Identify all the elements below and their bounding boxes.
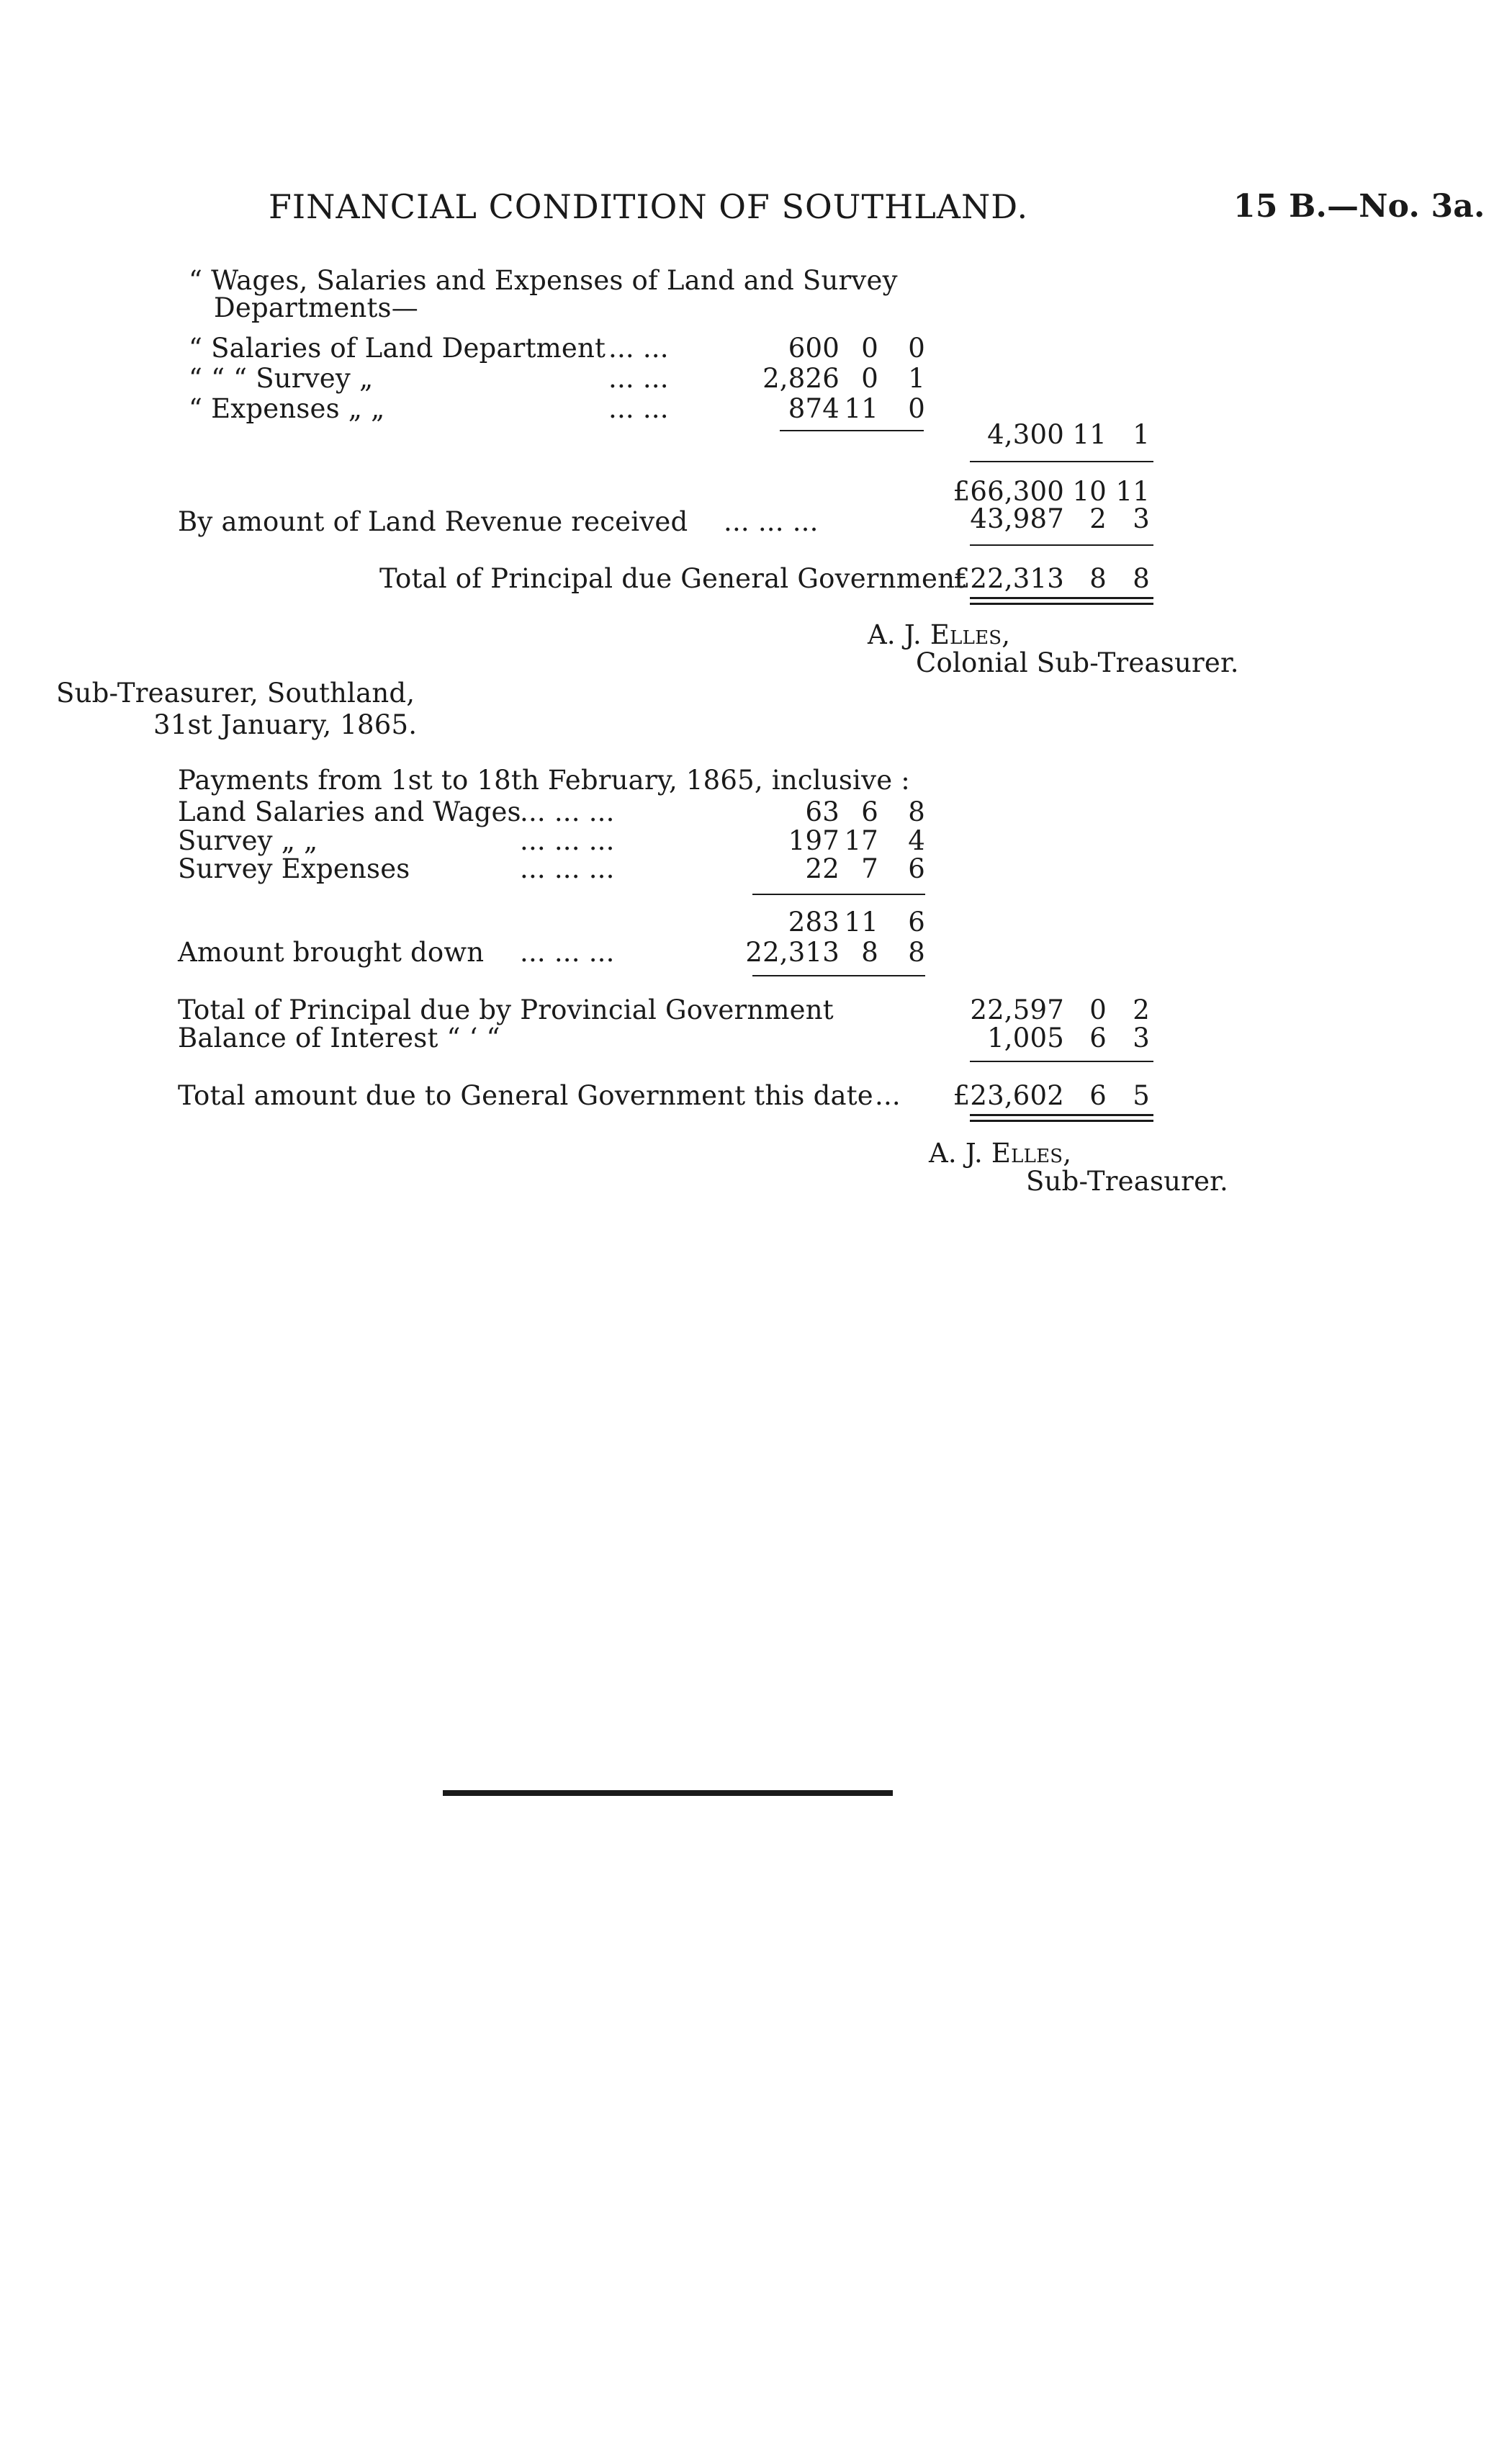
pence: 5: [1133, 1080, 1150, 1111]
pence: 8: [1133, 563, 1150, 594]
leader-dots: ... ...: [608, 393, 669, 424]
shillings: 0: [861, 363, 878, 394]
shillings: 8: [1089, 563, 1107, 594]
pounds: 4,300: [987, 419, 1064, 450]
sum-rule: [970, 1061, 1153, 1062]
pence: 4: [908, 825, 925, 856]
shillings: 8: [861, 937, 878, 968]
section2-heading: Payments from 1st to 18th February, 1865, inclusive :: [178, 765, 910, 796]
leader-dots: ... ... ...: [520, 937, 615, 968]
row-label: “ Expenses „ „: [189, 393, 385, 424]
pounds: 197: [788, 825, 840, 856]
row-label: By amount of Land Revenue received: [178, 506, 688, 537]
end-rule: [443, 1790, 893, 1796]
pounds: 283: [788, 907, 840, 938]
pounds: 63: [805, 796, 840, 827]
pounds: 874: [788, 393, 840, 424]
double-rule-bottom: [970, 603, 1153, 605]
shillings: 2: [1089, 503, 1107, 534]
place-line: Sub-Treasurer, Southland,: [56, 678, 415, 709]
leader-dots: ... ...: [608, 363, 669, 394]
shillings: 11: [844, 907, 878, 938]
double-rule-bottom: [970, 1120, 1153, 1122]
leader-dots: ... ...: [608, 333, 669, 364]
pounds: 22,313: [745, 937, 840, 968]
leader-dots: ... ... ...: [520, 853, 615, 884]
pence: 2: [1133, 994, 1150, 1025]
double-rule-top: [970, 1114, 1153, 1116]
signature-title: Sub-Treasurer.: [1026, 1166, 1228, 1197]
row-label: Survey „ „: [178, 825, 318, 856]
sum-rule: [970, 461, 1153, 462]
row-label: “ “ “ Survey „: [189, 363, 374, 394]
row-label: Survey Expenses: [178, 853, 410, 884]
page-reference: 15 B.—No. 3a.: [1233, 188, 1485, 225]
pounds: 22,597: [970, 994, 1064, 1025]
sum-rule: [970, 544, 1153, 546]
shillings: 10: [1072, 476, 1107, 507]
pence: 1: [908, 363, 925, 394]
pence: 6: [908, 853, 925, 884]
leader-dots: ... ... ...: [520, 825, 615, 856]
pence: 11: [1115, 476, 1150, 507]
row-label: Land Salaries and Wages: [178, 796, 521, 827]
pounds: £23,602: [953, 1080, 1064, 1111]
pounds: 1,005: [987, 1023, 1064, 1053]
pence: 1: [1133, 419, 1150, 450]
signature-name: A. J. Elles,: [868, 619, 1011, 650]
sum-rule: [752, 894, 925, 895]
shillings: 7: [861, 853, 878, 884]
pounds: 2,826: [762, 363, 840, 394]
pence: 0: [908, 393, 925, 424]
shillings: 0: [861, 333, 878, 364]
leader-dots: ... ... ...: [520, 796, 615, 827]
pence: 3: [1133, 1023, 1150, 1053]
shillings: 6: [1089, 1023, 1107, 1053]
pounds: 600: [788, 333, 840, 364]
shillings: 11: [844, 393, 878, 424]
row-label: “ Salaries of Land Department: [189, 333, 606, 364]
shillings: 0: [1089, 994, 1107, 1025]
pence: 3: [1133, 503, 1150, 534]
page-title: FINANCIAL CONDITION OF SOUTHLAND.: [269, 187, 1029, 226]
shillings: 6: [861, 796, 878, 827]
sum-rule: [780, 430, 924, 431]
date-line: 31st January, 1865.: [153, 709, 418, 740]
shillings: 6: [1089, 1080, 1107, 1111]
pounds: 43,987: [970, 503, 1064, 534]
signature-name: A. J. Elles,: [929, 1138, 1072, 1169]
section1-heading-cont: Departments—: [214, 292, 418, 323]
double-rule-top: [970, 597, 1153, 599]
shillings: 11: [1072, 419, 1107, 450]
signature-title: Colonial Sub-Treasurer.: [916, 647, 1239, 678]
pence: 0: [908, 333, 925, 364]
row-label: Total amount due to General Government this date: [178, 1080, 873, 1111]
section1-heading: “ Wages, Salaries and Expenses of Land and Survey: [189, 265, 898, 296]
pence: 8: [908, 796, 925, 827]
pence: 8: [908, 937, 925, 968]
pence: 6: [908, 907, 925, 938]
shillings: 17: [844, 825, 878, 856]
row-label: Total of Principal due General Government: [379, 563, 966, 594]
row-label: Balance of Interest “ ‘ “: [178, 1023, 500, 1053]
row-label: Amount brought down: [178, 937, 485, 968]
leader-dots: ... ... ...: [724, 506, 819, 537]
row-label: Total of Principal due by Provincial Government: [178, 994, 834, 1025]
leader-dots: ...: [875, 1080, 901, 1111]
sum-rule: [752, 975, 925, 976]
pounds: £66,300: [953, 476, 1064, 507]
pounds: £22,313: [953, 563, 1064, 594]
pounds: 22: [805, 853, 840, 884]
